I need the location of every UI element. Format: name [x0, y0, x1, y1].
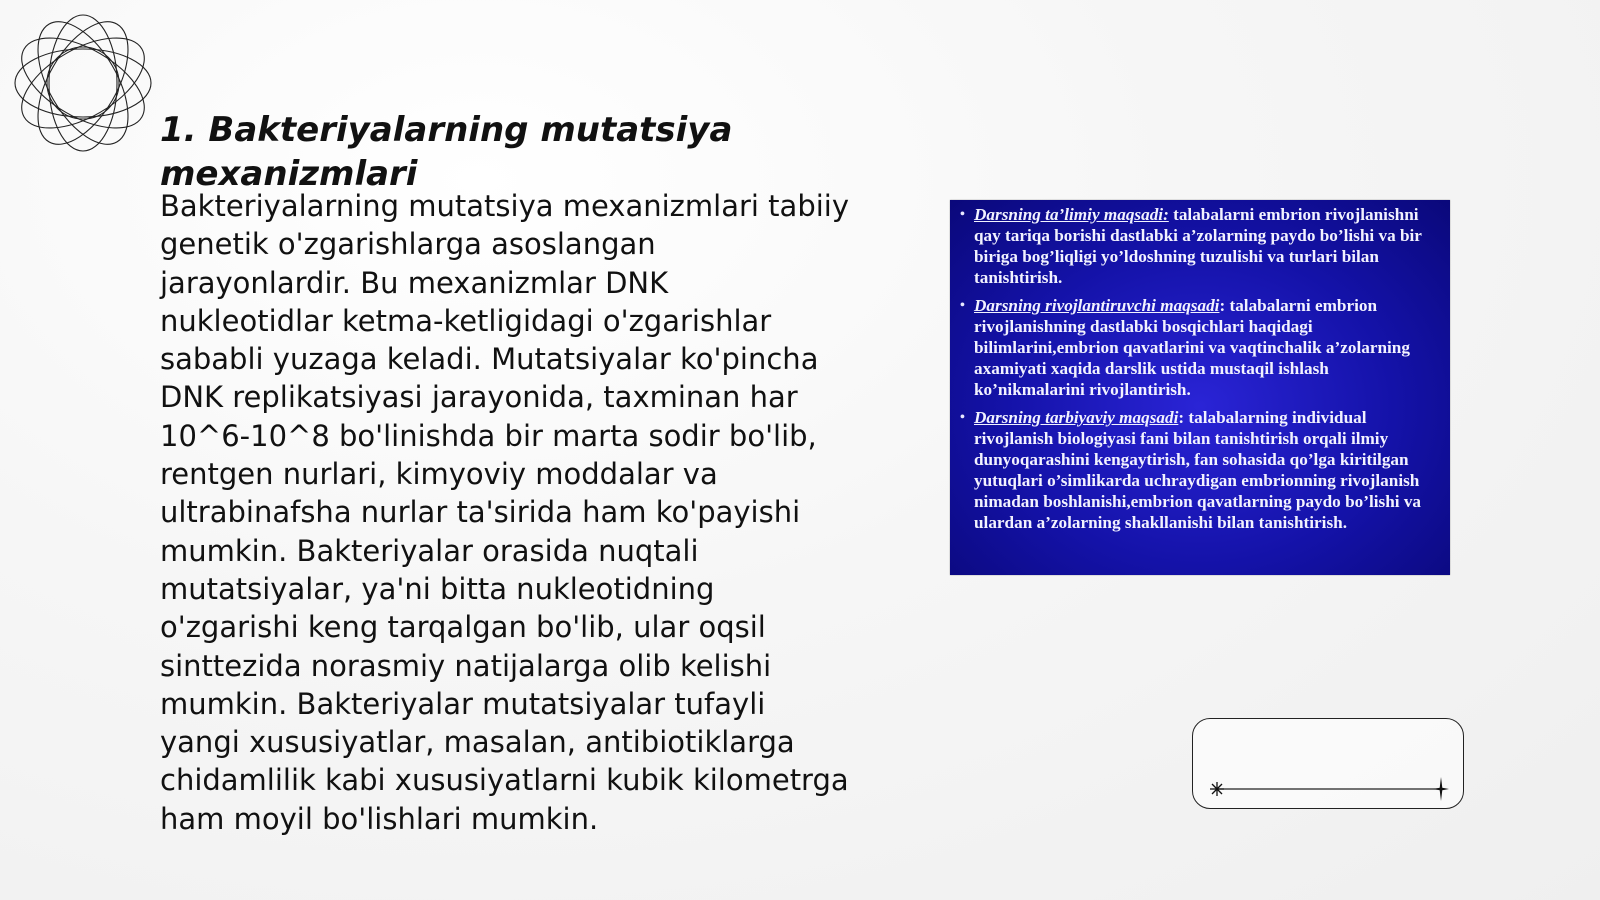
slide-title: 1. Bakteriyalarning mutatsiya mexanizmlari — [160, 110, 733, 194]
card-line-graphic — [1193, 719, 1465, 810]
star-cross-icon — [1433, 777, 1449, 801]
goal-title: Darsning rivojlantiruvchi maqsadi — [974, 296, 1220, 315]
goal-educational — [960, 204, 1432, 288]
goal-text: talabalarni embrion rivojlanishni qay tariqa borishi dastlabki a’zolarning paydo bo’lishi va bir biriga bog’liqligi yo’ldoshning tuzulishi va turlari bilan tanishtirish. — [974, 205, 1422, 287]
goal-text: : talabalarni embrion rivojlanishning dastlabki bosqichlari haqidagi bilimlarini,embrion qavatlarini va vaqtinchalik a’zolarning axamiyati xaqida darslik ustida mustaqil ishlash ko’nikmalarini rivojlantirish. — [974, 296, 1410, 399]
goal-text: : talabalarning individual rivojlanish biologiyasi fani bilan tanishtirish orqali ilmiy dunyoqarashini kengaytirish, fan sohasida qo’lga kiritilgan yutuqlari o’simlikarda uchraydigan embrionning rivojlanish nimadan boshlanishi,embrion qavatlarning paydo bo’lishi va ulardan a’zolarning shakllanishi bilan tanishtirish. — [974, 408, 1422, 532]
goal-title: Darsning tarbiyaviy maqsadi — [974, 408, 1179, 427]
goal-title: Darsning ta’limiy maqsadi: — [974, 205, 1169, 224]
spirograph-rings-icon — [8, 8, 158, 158]
bullet-icon: • — [960, 207, 965, 222]
goal-developmental — [960, 295, 1432, 400]
lesson-goals-image — [950, 200, 1450, 575]
slide-body-text: Bakteriyalarning mutatsiya mexanizmlari tabiiy genetik o'zgarishlarga asoslangan jarayonlardir. Bu mexanizmlar DNK nukleotidlar ketma-ketligidagi o'zgarishlar sababli yuzaga keladi. Mutatsiyalar ko'pincha DNK replikatsiyasi jarayonida, taxminan har 10^6-10^8 bo'linishda bir marta sodir bo'lib, rentgen nurlari, kimyoviy moddalar va ultrabinafsha nurlar ta'sirida ham ko'payishi mumkin. Bakteriyalar orasida nuqtali mutatsiyalar, ya'ni bitta nukleotidning o'zgarishi keng tarqalgan bo'lib, ular oqsil sinttezida norasmiy natijalarga olib kelishi mumkin. Bakteriyalar mutatsiyalar tufayli yangi xususiyatlar, masalan, antibiotiklarga chidamlilik kabi xususiyatlarni kubik kilometrga ham moyil bo'lishlari mumkin. — [160, 189, 850, 836]
bullet-icon: • — [960, 298, 965, 313]
goal-upbringing — [960, 407, 1432, 533]
sparkle-icon — [1210, 782, 1224, 796]
decorative-card — [1192, 718, 1464, 809]
bullet-icon: • — [960, 410, 965, 425]
